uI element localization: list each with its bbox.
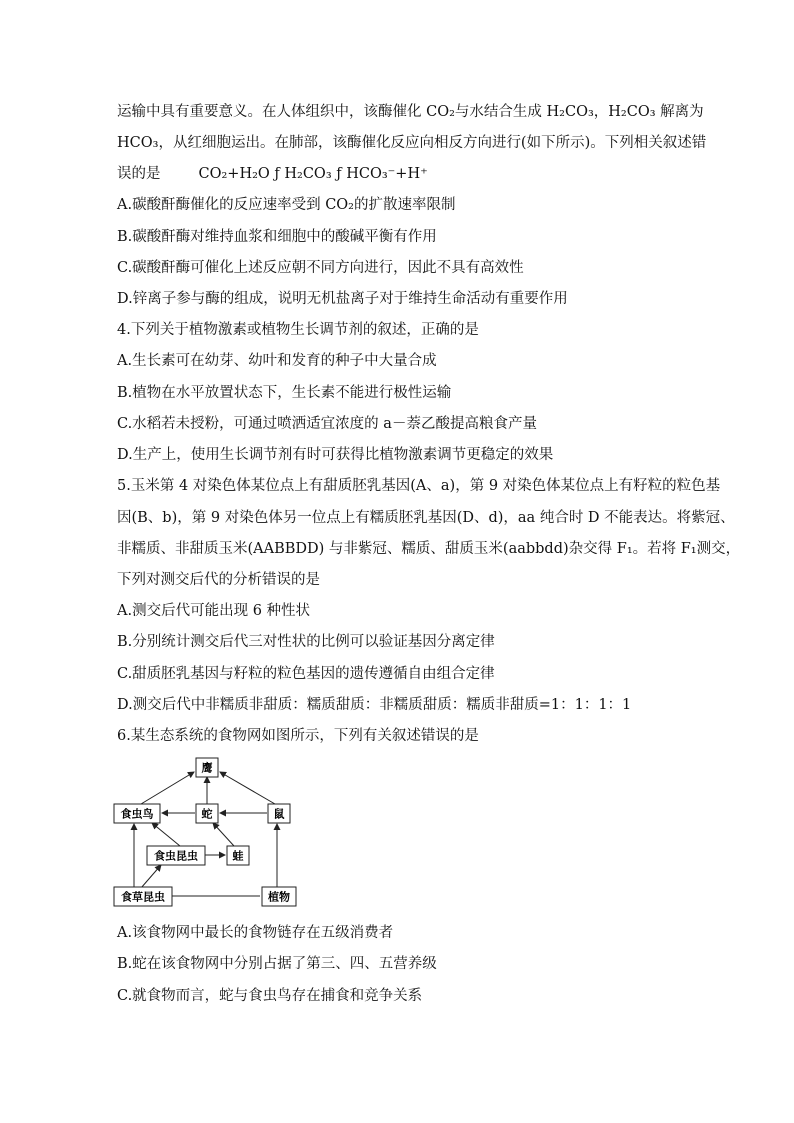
q6-option-c: C.就食物而言，蛇与食虫鸟存在捕食和竞争关系 [117, 988, 423, 1004]
arrow-herbivore-to-insect [141, 865, 161, 888]
arrow-bird-to-eagle [141, 772, 194, 804]
q4-option-c: C.水稻若未授粉，可通过喷洒适宜浓度的 a－萘乙酸提高粮食产量 [117, 416, 537, 432]
q4-option-d: D.生产上，使用生长调节剂有时可获得比植物激素调节更稳定的效果 [117, 447, 554, 463]
q5-stem-line-3: 非糯质、非甜质玉米(AABBDD) 与非紫冠、糯质、甜质玉米(aabbdd)杂交得 F₁。若将 F₁测交， [117, 541, 741, 557]
q5-option-a: A.测交后代可能出现 6 种性状 [117, 603, 311, 619]
q5-option-d: D.测交后代中非糯质非甜质：糯质甜质：非糯质甜质：糯质非甜质=1：1：1：1 [117, 697, 632, 713]
q5-stem-line-1: 5.玉米第 4 对染色体某位点上有甜质胚乳基因(A、a)，第 9 对染色体某位点上有籽粒的粒色基 [117, 478, 721, 494]
node-plant-label: 植物 [268, 890, 290, 904]
q5-stem-line-4: 下列对测交后代的分析错误的是 [117, 572, 320, 588]
q3-stem-line-3 [117, 164, 697, 184]
q3-stem-tail: 误的是 [117, 166, 161, 182]
arrow-frog-to-snake [213, 823, 234, 846]
node-herbivorous-insect-label: 食草昆虫 [121, 890, 165, 904]
q6-option-b: B.蛇在该食物网中分别占据了第三、四、五营养级 [117, 956, 437, 972]
node-rat [268, 804, 290, 823]
q6-option-a: A.该食物网中最长的食物链存在五级消费者 [117, 925, 394, 941]
node-herbivorous-insect [114, 887, 172, 906]
node-snake [196, 804, 218, 823]
arrow-rat-to-eagle [220, 772, 275, 804]
node-insectivorous-insect [147, 846, 205, 865]
q3-stem-line-1: 运输中具有重要意义。在人体组织中，该酶催化 CO₂与水结合生成 H₂CO₃，H₂CO₃ 解离为 [117, 104, 704, 120]
q3-stem-line-2: HCO₃，从红细胞运出。在肺部，该酶催化反应向相反方向进行(如下所示)。下列相关叙述错 [117, 135, 707, 151]
q4-option-b: B.植物在水平放置状态下，生长素不能进行极性运输 [117, 385, 452, 401]
q3-option-a: A.碳酸酐酶催化的反应速率受到 CO₂的扩散速率限制 [117, 197, 456, 213]
node-eagle [196, 758, 218, 777]
q5-option-b: B.分别统计测交后代三对性状的比例可以验证基因分离定律 [117, 634, 495, 650]
node-insectivorous-insect-label: 食虫昆虫 [154, 849, 198, 863]
node-insectivorous-bird-label: 食虫鸟 [120, 807, 154, 821]
q3-equation: CO₂+H₂O ƒ H₂CO₃ ƒ HCO₃⁻+H⁺ [198, 166, 428, 182]
node-frog-label: 蛙 [232, 849, 244, 863]
q4-option-a: A.生长素可在幼芽、幼叶和发育的种子中大量合成 [117, 353, 437, 369]
q5-option-c: C.甜质胚乳基因与籽粒的粒色基因的遗传遵循自由组合定律 [117, 666, 495, 682]
node-plant [262, 887, 296, 906]
q3-option-b: B.碳酸酐酶对维持血浆和细胞中的酸碱平衡有作用 [117, 229, 437, 245]
q5-stem-line-2: 因(B、b)，第 9 对染色体另一位点上有糯质胚乳基因(D、d)，aa 纯合时 D 不能表达。将紫冠、 [117, 510, 735, 526]
node-frog [227, 846, 249, 865]
node-insectivorous-bird [114, 804, 160, 823]
node-snake-label: 蛇 [201, 807, 213, 821]
food-web-diagram [112, 756, 302, 908]
arrow-insect-to-bird [152, 823, 180, 846]
q4-stem: 4.下列关于植物激素或植物生长调节剂的叙述，正确的是 [117, 322, 479, 338]
q3-option-d: D.锌离子参与酶的组成，说明无机盐离子对于维持生命活动有重要作用 [117, 291, 568, 307]
node-eagle-label: 鹰 [201, 761, 213, 775]
node-rat-label: 鼠 [273, 807, 285, 821]
q6-stem: 6.某生态系统的食物网如图所示，下列有关叙述错误的是 [117, 728, 479, 744]
q3-option-c: C.碳酸酐酶可催化上述反应朝不同方向进行，因此不具有高效性 [117, 260, 524, 276]
